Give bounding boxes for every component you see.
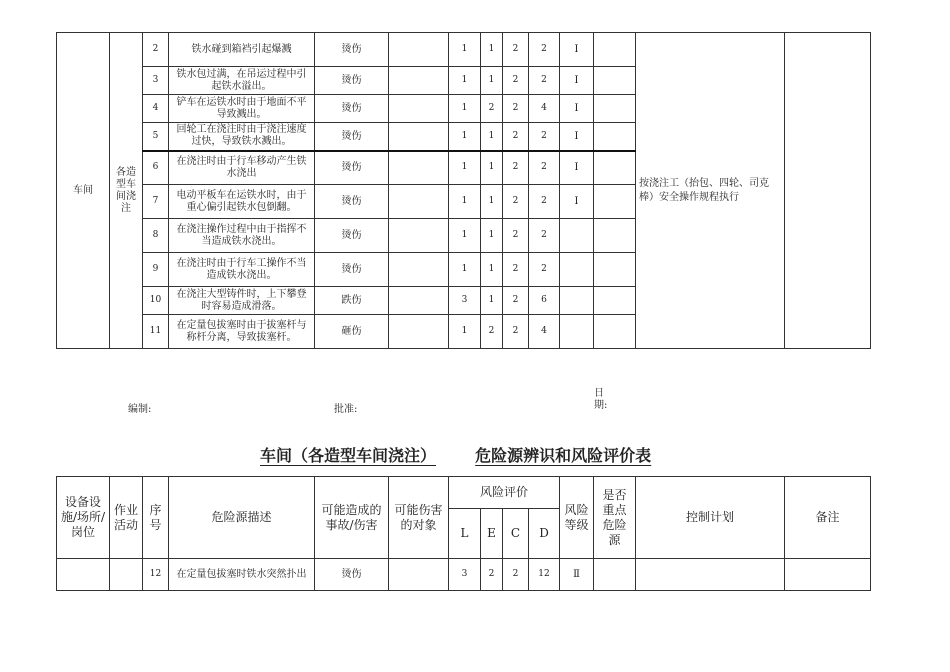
- header-activity: 作业活动: [110, 477, 143, 559]
- cell-target: [389, 123, 449, 151]
- cell-L: 1: [449, 33, 481, 67]
- cell-level: Ⅰ: [560, 33, 594, 67]
- cell-no: 6: [143, 151, 169, 185]
- cell-no: 10: [143, 287, 169, 315]
- cell-key: [594, 151, 636, 185]
- header-target: 可能伤害的对象: [389, 477, 449, 559]
- cell-E: 2: [481, 315, 503, 349]
- cell-activity: [110, 559, 143, 591]
- cell-C: 2: [503, 151, 529, 185]
- cell-C: 2: [503, 185, 529, 219]
- cell-level: [560, 253, 594, 287]
- cell-accident: 跌伤: [315, 287, 389, 315]
- cell-activity: 各造型车间浇注: [110, 33, 143, 349]
- cell-target: [389, 67, 449, 95]
- cell-C: 2: [503, 253, 529, 287]
- cell-target: [389, 185, 449, 219]
- cell-L: 3: [449, 559, 481, 591]
- cell-accident: 烫伤: [315, 253, 389, 287]
- cell-E: 1: [481, 287, 503, 315]
- cell-desc: 铁水碰到箱裆引起爆溅: [169, 33, 315, 67]
- cell-no: 7: [143, 185, 169, 219]
- prepared-by-label: 编制:: [128, 404, 152, 415]
- cell-key: [594, 287, 636, 315]
- cell-C: 2: [503, 123, 529, 151]
- cell-key: [594, 33, 636, 67]
- cell-location: [57, 559, 110, 591]
- cell-D: 2: [529, 219, 560, 253]
- cell-accident: 烫伤: [315, 33, 389, 67]
- cell-accident: 烫伤: [315, 151, 389, 185]
- cell-D: 4: [529, 95, 560, 123]
- cell-D: 2: [529, 151, 560, 185]
- date-label: 日期:: [594, 388, 608, 411]
- cell-D: 2: [529, 123, 560, 151]
- cell-L: 1: [449, 67, 481, 95]
- cell-no: 3: [143, 67, 169, 95]
- cell-E: 1: [481, 33, 503, 67]
- cell-C: 2: [503, 95, 529, 123]
- cell-key: [594, 67, 636, 95]
- header-no: 序号: [143, 477, 169, 559]
- cell-E: 1: [481, 123, 503, 151]
- cell-L: 1: [449, 185, 481, 219]
- table-row: [57, 559, 871, 591]
- title-workshop: 车间（各造型车间浇注）: [260, 446, 437, 465]
- cell-C: 2: [503, 67, 529, 95]
- cell-level: Ⅰ: [560, 185, 594, 219]
- header-C: C: [503, 509, 529, 559]
- cell-L: 1: [449, 315, 481, 349]
- cell-C: 2: [503, 315, 529, 349]
- cell-E: 1: [481, 185, 503, 219]
- cell-accident: 烫伤: [315, 219, 389, 253]
- header-L: L: [449, 509, 481, 559]
- cell-level: [560, 315, 594, 349]
- cell-no: 4: [143, 95, 169, 123]
- cell-E: 2: [481, 95, 503, 123]
- cell-D: 2: [529, 67, 560, 95]
- cell-target: [389, 33, 449, 67]
- cell-desc: 铲车在运铁水时由于地面不平导致溅出。: [169, 95, 315, 123]
- table-row: [57, 33, 871, 67]
- cell-key: [594, 185, 636, 219]
- cell-accident: 砸伤: [315, 315, 389, 349]
- cell-target: [389, 219, 449, 253]
- cell-C: 2: [503, 559, 529, 591]
- cell-remark: [785, 33, 871, 349]
- cell-key: [594, 559, 636, 591]
- header-desc: 危险源描述: [169, 477, 315, 559]
- cell-key: [594, 95, 636, 123]
- cell-desc: 在浇注操作过程中由于指挥不当造成铁水浇出。: [169, 219, 315, 253]
- header-accident: 可能造成的事故/伤害: [315, 477, 389, 559]
- cell-desc: 在浇注大型铸件时，上下攀登时容易造成滑落。: [169, 287, 315, 315]
- cell-L: 1: [449, 253, 481, 287]
- cell-accident: 烫伤: [315, 123, 389, 151]
- cell-no: 8: [143, 219, 169, 253]
- cell-no: 9: [143, 253, 169, 287]
- cell-desc: 铁水包过满，在吊运过程中引起铁水溢出。: [169, 67, 315, 95]
- header-key: 是否重点危险源: [594, 477, 636, 559]
- header-location: 设备设施/场所/岗位: [57, 477, 110, 559]
- cell-no: 2: [143, 33, 169, 67]
- cell-C: 2: [503, 33, 529, 67]
- cell-target: [389, 95, 449, 123]
- cell-E: 1: [481, 219, 503, 253]
- cell-accident: 烫伤: [315, 559, 389, 591]
- cell-C: 2: [503, 219, 529, 253]
- cell-target: [389, 315, 449, 349]
- cell-E: 2: [481, 559, 503, 591]
- cell-level: Ⅱ: [560, 559, 594, 591]
- cell-L: 1: [449, 219, 481, 253]
- cell-key: [594, 123, 636, 151]
- cell-D: 2: [529, 33, 560, 67]
- cell-D: 12: [529, 559, 560, 591]
- header-level: 风险等级: [560, 477, 594, 559]
- page-title: [260, 443, 651, 466]
- cell-L: 1: [449, 95, 481, 123]
- cell-remark: [785, 559, 871, 591]
- header-D: D: [529, 509, 560, 559]
- cell-key: [594, 219, 636, 253]
- cell-L: 1: [449, 151, 481, 185]
- cell-plan: [636, 559, 785, 591]
- cell-level: Ⅰ: [560, 151, 594, 185]
- cell-target: [389, 253, 449, 287]
- cell-desc: 在浇注时由于行车移动产生铁水浇出: [169, 151, 315, 185]
- approved-by-label: 批准:: [334, 404, 358, 415]
- header-E: E: [481, 509, 503, 559]
- cell-accident: 烫伤: [315, 67, 389, 95]
- cell-desc: 在定量包拔塞时由于拔塞杆与称杆分离，导致拔塞杆。: [169, 315, 315, 349]
- cell-E: 1: [481, 67, 503, 95]
- cell-D: 2: [529, 253, 560, 287]
- cell-level: Ⅰ: [560, 67, 594, 95]
- title-form-name: 危险源辨识和风险评价表: [475, 446, 652, 465]
- cell-location: 车间: [57, 33, 110, 349]
- cell-accident: 烫伤: [315, 95, 389, 123]
- cell-target: [389, 151, 449, 185]
- cell-no: 12: [143, 559, 169, 591]
- cell-level: Ⅰ: [560, 95, 594, 123]
- cell-level: [560, 219, 594, 253]
- cell-D: 4: [529, 315, 560, 349]
- risk-table-continued: [56, 32, 871, 349]
- cell-no: 11: [143, 315, 169, 349]
- cell-desc: 回轮工在浇注时由于浇注速度过快，导致铁水溅出。: [169, 123, 315, 151]
- header-plan: 控制计划: [636, 477, 785, 559]
- header-remark: 备注: [785, 477, 871, 559]
- cell-target: [389, 559, 449, 591]
- cell-level: [560, 287, 594, 315]
- cell-E: 1: [481, 253, 503, 287]
- cell-desc: 电动平板车在运铁水时，由于重心偏引起铁水包倒翻。: [169, 185, 315, 219]
- cell-L: 1: [449, 123, 481, 151]
- cell-D: 2: [529, 185, 560, 219]
- cell-key: [594, 253, 636, 287]
- cell-D: 6: [529, 287, 560, 315]
- cell-desc: 在浇注时由于行车工操作不当造成铁水浇出。: [169, 253, 315, 287]
- cell-C: 2: [503, 287, 529, 315]
- cell-desc: 在定量包拔塞时铁水突然扑出: [169, 559, 315, 591]
- cell-L: 3: [449, 287, 481, 315]
- cell-control-plan: 按浇注工（抬包、四轮、司克棒）安全操作规程执行: [636, 33, 785, 349]
- cell-no: 5: [143, 123, 169, 151]
- cell-level: Ⅰ: [560, 123, 594, 151]
- cell-key: [594, 315, 636, 349]
- cell-accident: 烫伤: [315, 185, 389, 219]
- cell-target: [389, 287, 449, 315]
- cell-E: 1: [481, 151, 503, 185]
- risk-table-header: [56, 476, 871, 591]
- header-risk-eval: 风险评价: [449, 477, 560, 509]
